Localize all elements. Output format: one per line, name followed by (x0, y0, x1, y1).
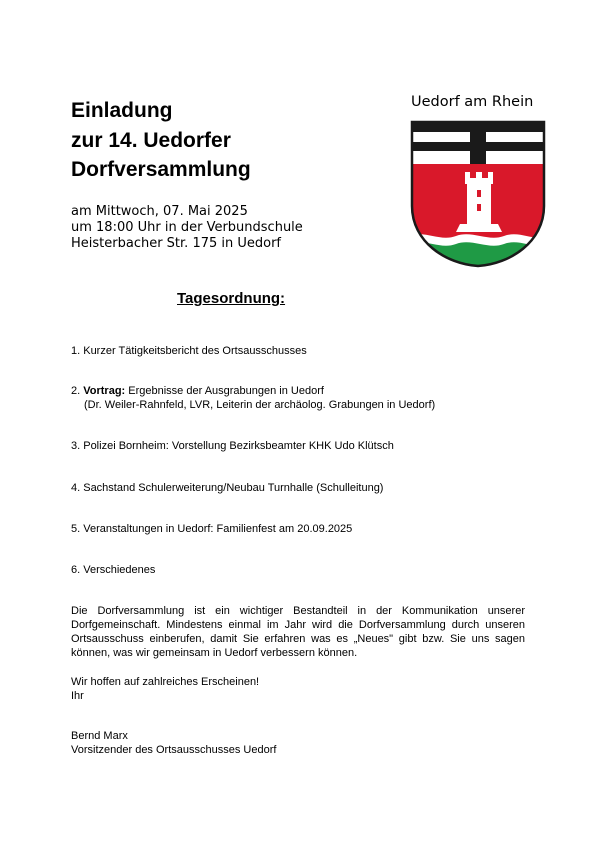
invitation-title-line1: Einladung (71, 99, 173, 122)
meeting-address: Heisterbacher Str. 175 in Uedorf (71, 236, 282, 251)
agenda-item-2-subtext: (Dr. Weiler-Rahnfeld, LVR, Leiterin der archäolog. Grabungen in Uedorf) (84, 399, 436, 411)
invitation-title-line2: zur 14. Uedorfer (71, 129, 231, 152)
coat-of-arms-icon (410, 120, 546, 268)
meeting-time-place: um 18:00 Uhr in der Verbundschule (71, 220, 303, 235)
agenda-item-4: 4. Sachstand Schulerweiterung/Neubau Turnhalle (Schulleitung) (71, 482, 384, 494)
agenda-heading: Tagesordnung: (177, 290, 286, 307)
agenda-item-5: 5. Veranstaltungen in Uedorf: Familienfest am 20.09.2025 (71, 523, 353, 535)
meeting-date: am Mittwoch, 07. Mai 2025 (71, 204, 248, 219)
agenda-item-2 (71, 384, 324, 398)
agenda-item-2-text: Ergebnisse der Ausgrabungen in Uedorf (125, 385, 324, 397)
closing-ihr: Ihr (71, 690, 84, 702)
agenda-item-1: 1. Kurzer Tätigkeitsbericht des Ortsausschusses (71, 345, 307, 357)
crest-caption: Uedorf am Rhein (411, 94, 534, 110)
agenda-item-2-bold-label: Vortrag: (83, 385, 126, 397)
invitation-title-line3: Dorfversammlung (71, 158, 251, 181)
agenda-item-6: 6. Verschiedenes (71, 564, 156, 576)
agenda-item-2-number: 2. (71, 385, 84, 397)
agenda-item-3: 3. Polizei Bornheim: Vorstellung Bezirksbeamter KHK Udo Klütsch (71, 440, 394, 452)
body-paragraph: Die Dorfversammlung ist ein wichtiger Bestandteil in der Kommunikation unserer Dorfgemeinschaft. Mindestens einmal im Jahr wird die Dorfversammlung durch unseren Ortsausschuss einberufen, damit Sie erfahren was es „Neues" gibt bzw. Sie uns sagen können, was wir gemeinsam in Uedorf verbessern können. (71, 605, 525, 659)
closing-line: Wir hoffen auf zahlreiches Erscheinen! (71, 676, 260, 688)
signature-name: Bernd Marx (71, 730, 128, 742)
signature-role: Vorsitzender des Ortsausschusses Uedorf (71, 744, 277, 756)
